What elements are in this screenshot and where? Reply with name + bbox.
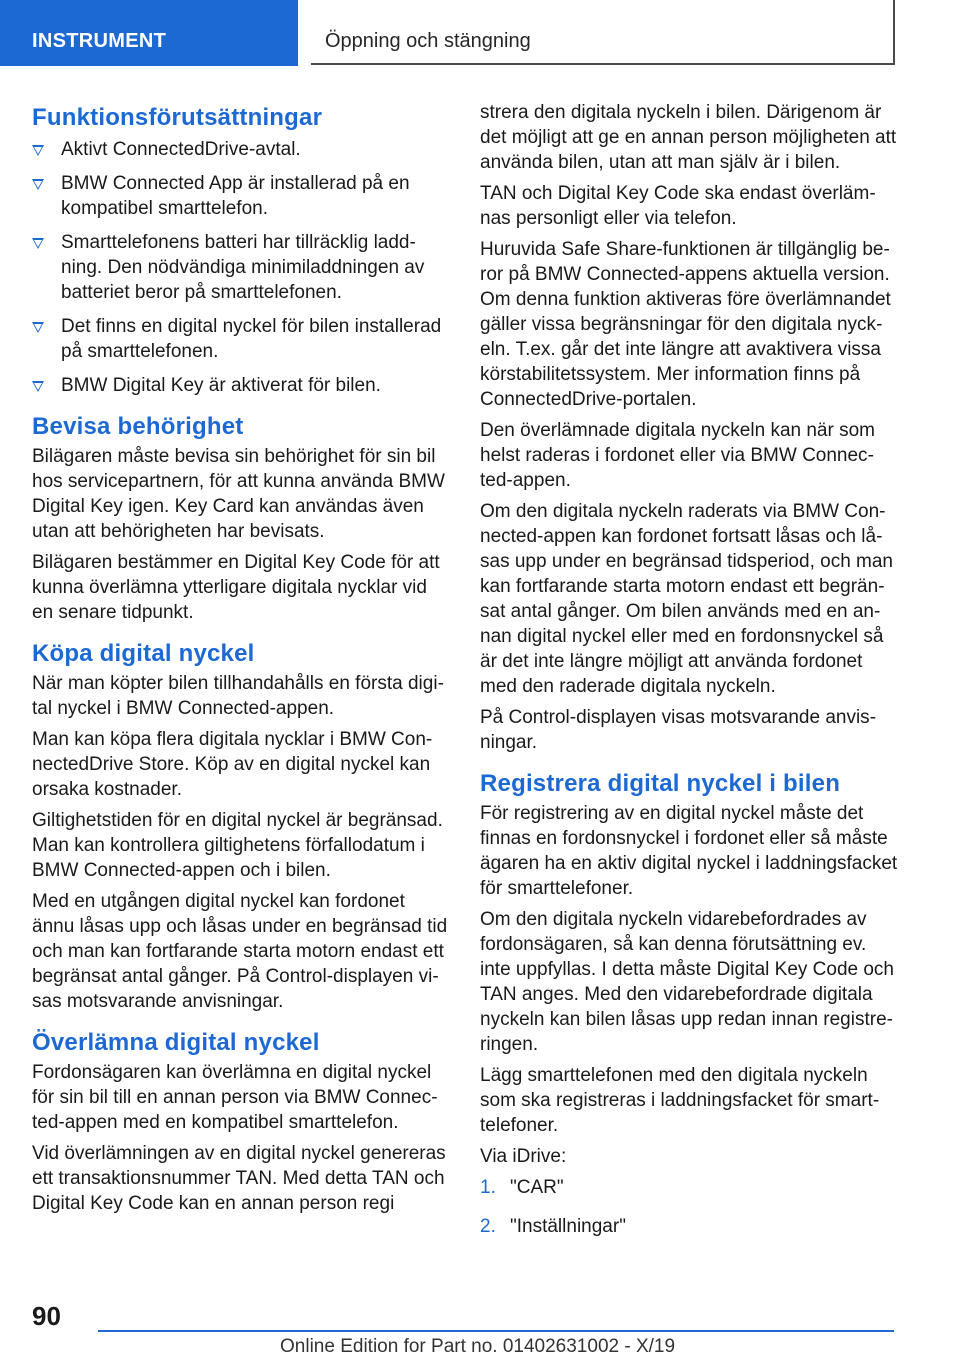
paragraph: När man köpter bilen tillhandahålls en första digital nyckel i BMW Connected-appen.: [32, 673, 444, 719]
list-item: [32, 230, 450, 305]
triangle-bullet-icon: [32, 179, 44, 190]
list-item-text: Det finns en digital nyckel för bilen installerad på smarttelefonen.: [61, 316, 442, 362]
step-text: "CAR": [510, 1177, 564, 1198]
triangle-bullet-icon: [32, 238, 44, 249]
paragraph: Om den digitala nyckeln vidarebefordrades av fordonsägaren, så kan denna förutsättning ev. inte uppfyllas. I detta måste Digital Key Code och TAN anges. Med den vidarebefordrade digitala nyckeln kan bilen låsas upp redan innan registreringen.: [480, 909, 895, 1055]
footer-edition: Online Edition for Part no. 01402631002 - X/19: [280, 1336, 676, 1357]
paragraph: TAN och Digital Key Code ska endast överlämnas personligt eller via telefon.: [480, 183, 876, 229]
paragraph: Lägg smarttelefonen med den digitala nyckeln som ska registreras i laddningsfacket för smarttelefoner.: [480, 1065, 880, 1136]
triangle-bullet-icon: [32, 322, 44, 333]
triangle-bullet-icon: [32, 381, 44, 392]
paragraph: Om den digitala nyckeln raderats via BMW Connected-appen kan fordonet fortsatt låsas och låsas upp under en begränsad tidsperiod, och man kan fortfarande starta motorn endast ett begränsat antal gånger. Om bilen används med en annan digital nyckel eller med en fordonsnyckel så är det inte längre möjligt att använda fordonet med den raderade digitala nyckeln.: [480, 501, 893, 697]
paragraph: Fordonsägaren kan överlämna en digital nyckel för sin bil till en annan person via BMW Connected-appen med en kompatibel smarttelefon.: [32, 1062, 438, 1133]
step-number: 1.: [480, 1177, 496, 1198]
heading-authorization: Bevisa behörighet: [32, 413, 244, 440]
step-number: 2.: [480, 1216, 496, 1237]
paragraph: Bilägaren bestämmer en Digital Key Code för att kunna överlämna ytterligare digitala nycklar vid en senare tidpunkt.: [32, 552, 440, 623]
right-column: [480, 100, 898, 1253]
chapter-tab: [311, 0, 895, 65]
paragraph: Med en utgången digital nyckel kan fordonet ännu låsas upp och låsas under en begränsad tid och man kan fortfarande starta motorn endast ett begränsat antal gånger. På Control-displayen visas motsvarande anvisningar.: [32, 891, 448, 1012]
steps-list: [480, 1175, 898, 1239]
heading-buy-key: Köpa digital nyckel: [32, 640, 255, 667]
heading-register-key: Registrera digital nyckel i bilen: [480, 770, 841, 797]
paragraph: strera den digitala nyckeln i bilen. Därigenom är det möjligt att ge en annan person möjligheten att använda bilen, utan att man själv är i bilen.: [480, 102, 897, 173]
triangle-bullet-icon: [32, 145, 44, 156]
heading-transfer-key: Överlämna digital nyckel: [32, 1029, 320, 1056]
list-item-text: BMW Connected App är installerad på en kompatibel smarttelefon.: [61, 173, 410, 219]
paragraph: Bilägaren måste bevisa sin behörighet för sin bil hos servicepartnern, för att kunna använda BMW Digital Key igen. Key Card kan användas även utan att behörigheten har bevisats.: [32, 446, 445, 542]
paragraph: Den överlämnade digitala nyckeln kan när som helst raderas i fordonet eller via BMW Connected-appen.: [480, 420, 875, 491]
paragraph: Vid överlämningen av en digital nyckel genereras ett transaktionsnummer TAN. Med detta TAN och Digital Key Code kan en annan person regi: [32, 1143, 446, 1214]
left-column: [32, 100, 450, 1222]
list-item-text: BMW Digital Key är aktiverat för bilen.: [61, 375, 381, 396]
list-item: [32, 373, 450, 398]
paragraph: Giltighetstiden för en digital nyckel är begränsad. Man kan kontrollera giltighetens förfallodatum i BMW Connected-appen och i bilen.: [32, 810, 443, 881]
chapter-title: Öppning och stängning: [325, 30, 531, 52]
paragraph: Man kan köpa flera digitala nycklar i BMW ConnectedDrive Store. Köp av en digital nyckel kan orsaka kostnader.: [32, 729, 433, 800]
list-item: [32, 137, 450, 162]
page-header: [0, 0, 960, 66]
step-text: "Inställningar": [510, 1216, 626, 1237]
prerequisites-list: [32, 137, 450, 398]
section-tab: [0, 0, 298, 66]
heading-prerequisites: Funktionsförutsättningar: [32, 104, 323, 131]
paragraph: För registrering av en digital nyckel måste det finnas en fordonsnyckel i fordonet eller så måste ägaren ha en aktiv digital nyckel i laddningsfacket för smarttelefoner.: [480, 803, 898, 899]
footer-divider: [98, 1330, 894, 1332]
list-item-text: Smarttelefonens batteri har tillräcklig laddning. Den nödvändiga minimiladdningen av batteriet beror på smarttelefonen.: [61, 232, 425, 303]
list-item: [32, 171, 450, 221]
list-item: [32, 314, 450, 364]
paragraph: Via iDrive:: [480, 1146, 567, 1167]
section-title: INSTRUMENT: [32, 30, 167, 52]
step-item: [480, 1175, 898, 1200]
paragraph: Huruvida Safe Share-funktionen är tillgänglig beror på BMW Connected-appens aktuella version. Om denna funktion aktiveras före överlämnandet gäller vissa begränsningar för den digitala nyckeln. T.ex. går det inte längre att avaktivera vissa körstabilitetssystem. Mer information finns på ConnectedDrive-portalen.: [480, 239, 891, 410]
list-item-text: Aktivt ConnectedDrive-avtal.: [61, 139, 301, 160]
page-number: 90: [32, 1301, 61, 1331]
step-item: [480, 1214, 898, 1239]
paragraph: På Control-displayen visas motsvarande anvisningar.: [480, 707, 877, 753]
